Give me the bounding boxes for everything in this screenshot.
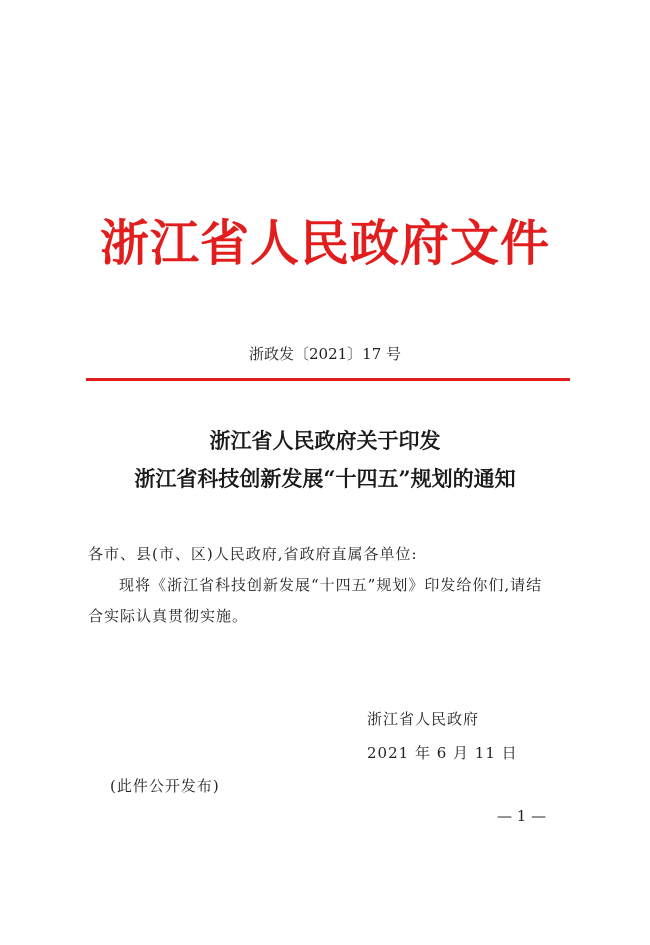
document-masthead: 浙江省人民政府文件 xyxy=(99,214,550,272)
issue-date: 2021 年 6 月 11 日 xyxy=(367,744,518,762)
body-paragraph-line-2: 合实际认真贯彻实施。 xyxy=(88,607,249,625)
salutation: 各市、县(市、区)人民政府,省政府直属各单位: xyxy=(88,545,418,563)
red-divider-rule xyxy=(86,378,570,381)
document-number: 浙政发〔2021〕17 号 xyxy=(248,345,402,363)
body-paragraph-line-1: 现将《浙江省科技创新发展“十四五”规划》印发给你们,请结 xyxy=(119,576,543,594)
disclosure-note: (此件公开发布) xyxy=(110,777,220,795)
document-body xyxy=(88,539,568,632)
issuer-signature: 浙江省人民政府 xyxy=(367,710,480,728)
document-title-line-1: 浙江省人民政府关于印发 xyxy=(209,428,441,453)
document-title-line-2: 浙江省科技创新发展“十四五”规划的通知 xyxy=(134,466,516,491)
page-number: — 1 — xyxy=(497,807,547,825)
document-title xyxy=(0,422,650,498)
